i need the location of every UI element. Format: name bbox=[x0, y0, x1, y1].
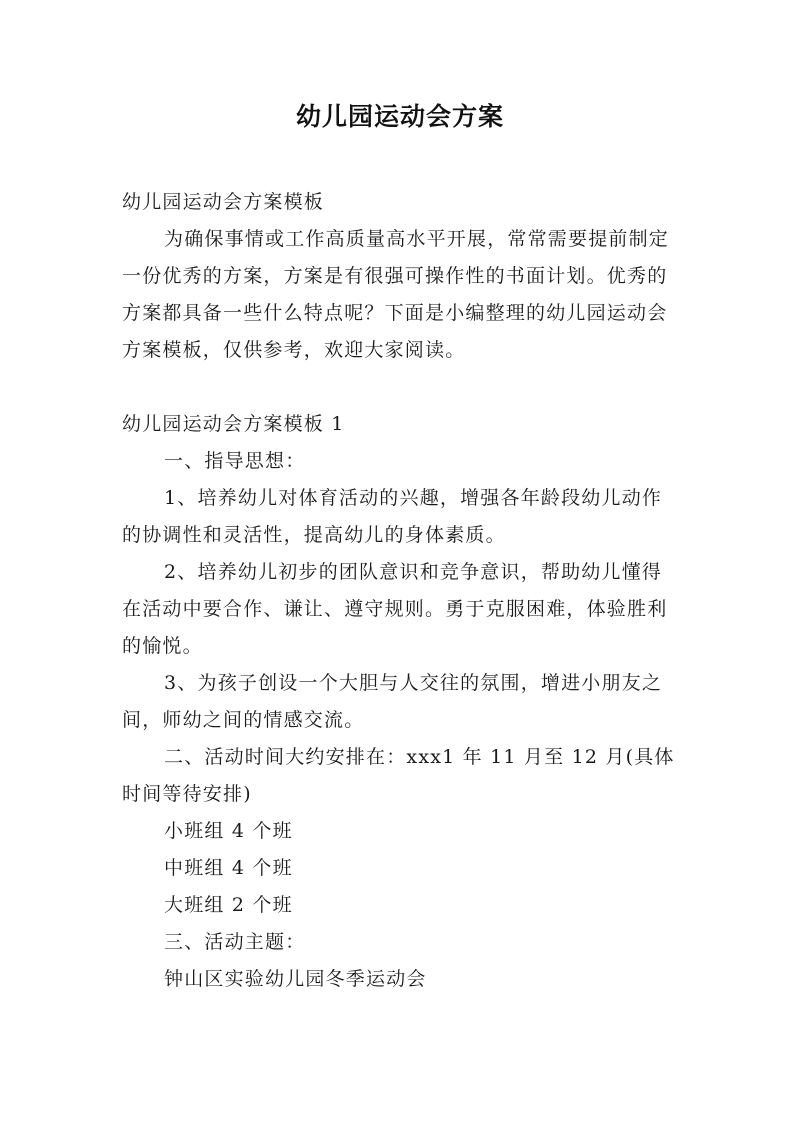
activity-theme-heading: 三、活动主题： bbox=[164, 931, 306, 953]
paragraph-item-3: 3、为孩子创设一个大胆与人交往的氛围，增进小朋友之间，师幼之间的情感交流。 bbox=[122, 672, 663, 731]
activity-time-paragraph: 二、活动时间大约安排在：xxx1 年 11 月至 12 月(具体时间等待安排) bbox=[122, 746, 675, 805]
class-group-large: 大班组 2 个班 bbox=[164, 894, 293, 916]
section-heading: 幼儿园运动会方案模板 bbox=[122, 191, 325, 213]
intro-paragraph: 为确保事情或工作高质量高水平开展，常常需要提前制定一份优秀的方案，方案是有很强可操作性的书面计划。优秀的方案都具备一些什么特点呢？下面是小编整理的幼儿园运动会方案模板，仅供参考，欢迎大家阅读。 bbox=[122, 228, 670, 361]
activity-theme-text: 钟山区实验幼儿园冬季运动会 bbox=[164, 968, 427, 990]
class-group-middle: 中班组 4 个班 bbox=[164, 857, 293, 879]
class-group-small: 小班组 4 个班 bbox=[164, 820, 293, 842]
document-body bbox=[122, 184, 682, 998]
document-title: 幼儿园运动会方案 bbox=[295, 102, 504, 131]
template-heading: 幼儿园运动会方案模板 1 bbox=[122, 413, 345, 435]
paragraph-item-1: 1、培养幼儿对体育活动的兴趣，增强各年龄段幼儿动作的协调性和灵活性，提高幼儿的身体素质。 bbox=[122, 487, 663, 546]
guiding-thought-heading: 一、指导思想： bbox=[164, 450, 306, 472]
blank-line bbox=[122, 369, 682, 406]
paragraph-item-2: 2、培养幼儿初步的团队意识和竞争意识，帮助幼儿懂得在活动中要合作、谦让、遵守规则。勇于克服困难，体验胜利的愉悦。 bbox=[122, 561, 668, 657]
